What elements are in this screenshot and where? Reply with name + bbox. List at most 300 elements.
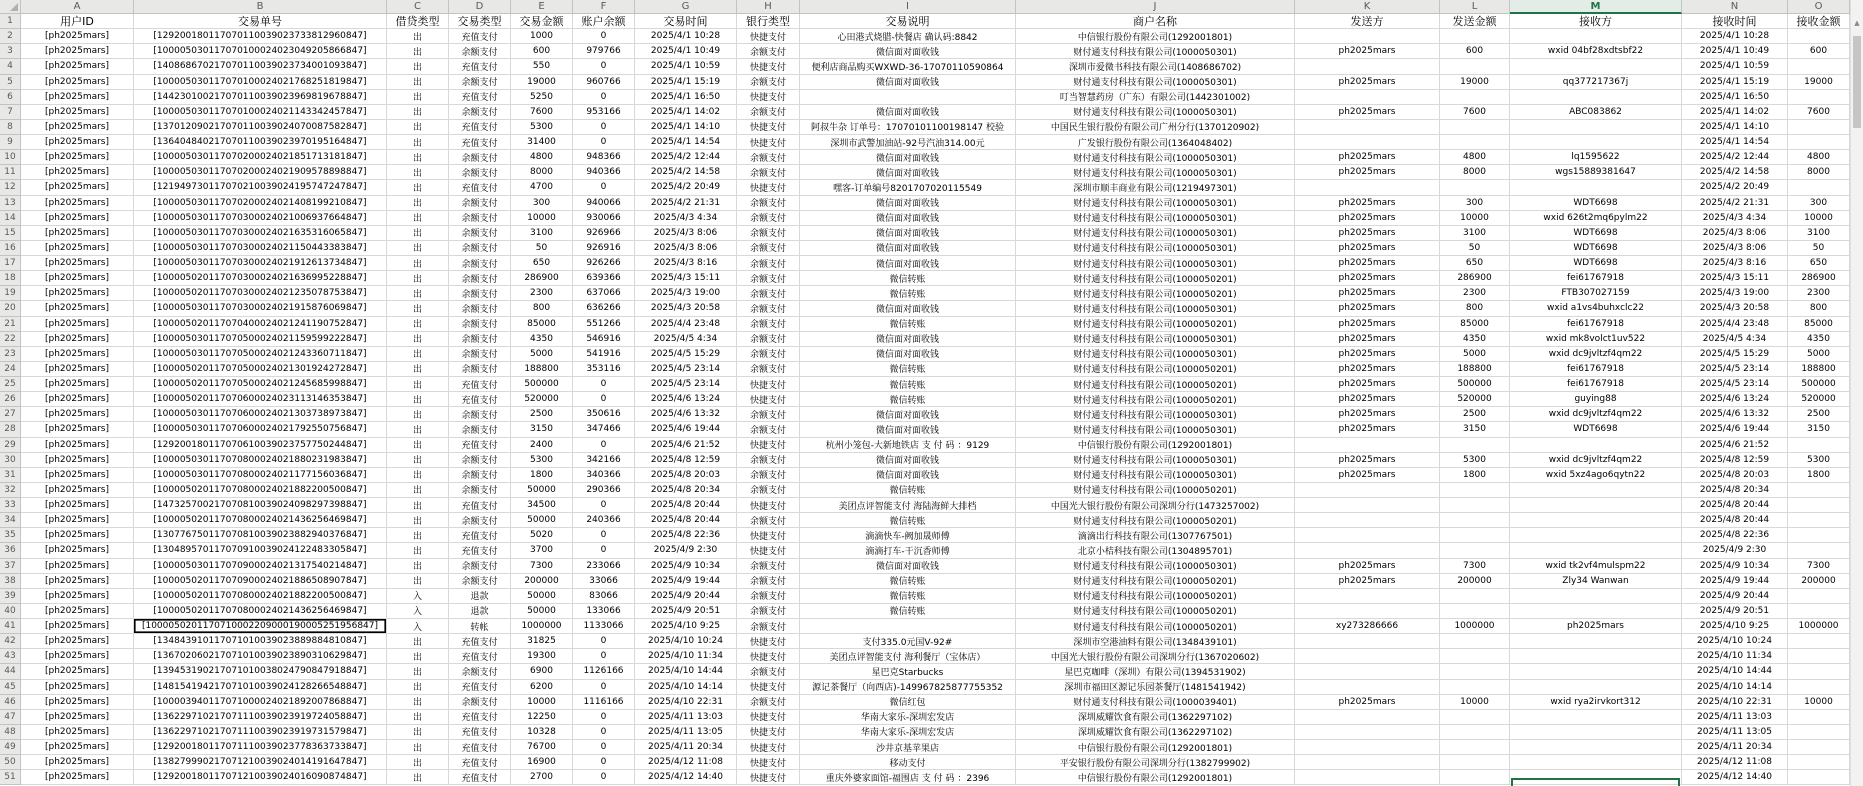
cell-H39[interactable]: 余额支付 — [737, 589, 800, 604]
cell-F17[interactable]: 926266 — [573, 256, 635, 271]
cell-B36[interactable]: [130489570117070910039024122483305847] — [134, 543, 387, 558]
cell-E27[interactable]: 2500 — [511, 407, 573, 422]
cell-H32[interactable]: 余额支付 — [737, 483, 800, 498]
row-header-51[interactable]: 51 — [0, 770, 21, 785]
cell-H16[interactable]: 余额支付 — [737, 241, 800, 256]
row-header-35[interactable]: 35 — [0, 528, 21, 543]
cell-K4[interactable] — [1295, 59, 1440, 74]
cell-M47[interactable] — [1510, 710, 1682, 725]
cell-G37[interactable]: 2025/4/9 10:34 — [635, 559, 737, 574]
cell-F35[interactable]: 0 — [573, 528, 635, 543]
cell-K10[interactable]: ph2025mars — [1295, 150, 1440, 165]
cell-K50[interactable] — [1295, 755, 1440, 770]
row-header-40[interactable]: 40 — [0, 604, 21, 619]
cell-E40[interactable]: 50000 — [511, 604, 573, 619]
cell-C46[interactable]: 出 — [387, 695, 449, 710]
cell-E11[interactable]: 8000 — [511, 165, 573, 180]
cell-A2[interactable]: [ph2025mars] — [21, 29, 134, 44]
cell-H18[interactable]: 余额支付 — [737, 271, 800, 286]
cell-J25[interactable]: 财付通支付科技有限公司(1000050201) — [1016, 377, 1295, 392]
cell-I33[interactable]: 美团点评智能支付 海陆海鲜大排档 — [800, 498, 1016, 513]
column-header-K[interactable]: K — [1295, 0, 1440, 14]
cell-N47[interactable]: 2025/4/11 13:03 — [1682, 710, 1788, 725]
cell-G8[interactable]: 2025/4/1 14:10 — [635, 120, 737, 135]
cell-K47[interactable] — [1295, 710, 1440, 725]
cell-I37[interactable]: 微信面对面收钱 — [800, 559, 1016, 574]
row-header-24[interactable]: 24 — [0, 362, 21, 377]
cell-F16[interactable]: 926916 — [573, 241, 635, 256]
cell-H25[interactable]: 快捷支付 — [737, 377, 800, 392]
cell-G38[interactable]: 2025/4/9 19:44 — [635, 574, 737, 589]
cell-C28[interactable]: 出 — [387, 422, 449, 437]
cell-L37[interactable]: 7300 — [1440, 559, 1510, 574]
cell-F1[interactable]: 账户余额 — [573, 14, 635, 29]
cell-G47[interactable]: 2025/4/11 13:03 — [635, 710, 737, 725]
cell-E44[interactable]: 6900 — [511, 664, 573, 679]
cell-O1[interactable]: 接收金额 — [1788, 14, 1850, 29]
cell-L21[interactable]: 85000 — [1440, 317, 1510, 332]
cell-D36[interactable]: 充值支付 — [449, 543, 511, 558]
cell-H15[interactable]: 余额支付 — [737, 226, 800, 241]
cell-F45[interactable]: 0 — [573, 680, 635, 695]
row-header-3[interactable]: 3 — [0, 44, 21, 59]
cell-N27[interactable]: 2025/4/6 13:32 — [1682, 407, 1788, 422]
row-header-34[interactable]: 34 — [0, 513, 21, 528]
cell-L16[interactable]: 50 — [1440, 241, 1510, 256]
cell-O45[interactable] — [1788, 680, 1850, 695]
column-header-C[interactable]: C — [387, 0, 449, 14]
cell-E2[interactable]: 1000 — [511, 29, 573, 44]
cell-B11[interactable]: [100005030117070200024021909578898847] — [134, 165, 387, 180]
cell-B25[interactable]: [100005020117070500024021245685998847] — [134, 377, 387, 392]
cell-H48[interactable]: 快捷支付 — [737, 725, 800, 740]
cell-D47[interactable]: 充值支付 — [449, 710, 511, 725]
cell-F14[interactable]: 930066 — [573, 211, 635, 226]
cell-A21[interactable]: [ph2025mars] — [21, 317, 134, 332]
cell-O3[interactable]: 600 — [1788, 44, 1850, 59]
cell-K29[interactable] — [1295, 438, 1440, 453]
cell-I32[interactable]: 微信转账 — [800, 483, 1016, 498]
cell-M20[interactable]: wxid a1vs4buhxclc22 — [1510, 301, 1682, 316]
cell-J44[interactable]: 星巴克咖啡（深圳）有限公司(1394531902) — [1016, 664, 1295, 679]
cell-O17[interactable]: 650 — [1788, 256, 1850, 271]
cell-F44[interactable]: 1126166 — [573, 664, 635, 679]
cell-F4[interactable]: 0 — [573, 59, 635, 74]
cell-F6[interactable]: 0 — [573, 90, 635, 105]
cell-E32[interactable]: 50000 — [511, 483, 573, 498]
cell-N28[interactable]: 2025/4/6 19:44 — [1682, 422, 1788, 437]
cell-F19[interactable]: 637066 — [573, 286, 635, 301]
cell-G43[interactable]: 2025/4/10 11:34 — [635, 649, 737, 664]
cell-I8[interactable]: 阿叔牛杂 订单号：17070101100198147 校验 — [800, 120, 1016, 135]
cell-M49[interactable] — [1510, 740, 1682, 755]
cell-E13[interactable]: 300 — [511, 196, 573, 211]
cell-B1[interactable]: 交易单号 — [134, 14, 387, 29]
cell-I29[interactable]: 杭州小笼包-大新地铁店 支 付 码 ：9129 — [800, 438, 1016, 453]
cell-D28[interactable]: 余额支付 — [449, 422, 511, 437]
cell-E18[interactable]: 286900 — [511, 271, 573, 286]
select-all-corner[interactable] — [0, 0, 21, 14]
cell-E26[interactable]: 520000 — [511, 392, 573, 407]
cell-A48[interactable]: [ph2025mars] — [21, 725, 134, 740]
cell-E9[interactable]: 31400 — [511, 135, 573, 150]
cell-D14[interactable]: 余额支付 — [449, 211, 511, 226]
cell-K35[interactable] — [1295, 528, 1440, 543]
cell-E24[interactable]: 188800 — [511, 362, 573, 377]
cell-D9[interactable]: 充值支付 — [449, 135, 511, 150]
cell-J5[interactable]: 财付通支付科技有限公司(1000050301) — [1016, 75, 1295, 90]
cell-M8[interactable] — [1510, 120, 1682, 135]
cell-D39[interactable]: 退款 — [449, 589, 511, 604]
cell-O4[interactable] — [1788, 59, 1850, 74]
row-header-19[interactable]: 19 — [0, 286, 21, 301]
cell-O10[interactable]: 4800 — [1788, 150, 1850, 165]
cell-F39[interactable]: 83066 — [573, 589, 635, 604]
cell-G19[interactable]: 2025/4/3 19:00 — [635, 286, 737, 301]
cell-H50[interactable]: 快捷支付 — [737, 755, 800, 770]
cell-A9[interactable]: [ph2025mars] — [21, 135, 134, 150]
cell-E30[interactable]: 5300 — [511, 453, 573, 468]
cell-K17[interactable]: ph2025mars — [1295, 256, 1440, 271]
row-header-50[interactable]: 50 — [0, 755, 21, 770]
cell-B42[interactable]: [134843910117071010039023889884810847] — [134, 634, 387, 649]
cell-F3[interactable]: 979766 — [573, 44, 635, 59]
cell-O15[interactable]: 3100 — [1788, 226, 1850, 241]
cell-I50[interactable]: 移动支付 — [800, 755, 1016, 770]
cell-I14[interactable]: 微信面对面收钱 — [800, 211, 1016, 226]
row-header-26[interactable]: 26 — [0, 392, 21, 407]
cell-C11[interactable]: 出 — [387, 165, 449, 180]
cell-N40[interactable]: 2025/4/9 20:51 — [1682, 604, 1788, 619]
cell-G23[interactable]: 2025/4/5 15:29 — [635, 347, 737, 362]
cell-O29[interactable] — [1788, 438, 1850, 453]
cell-D31[interactable]: 余额支付 — [449, 468, 511, 483]
cell-L12[interactable] — [1440, 180, 1510, 195]
cell-C33[interactable]: 出 — [387, 498, 449, 513]
row-header-11[interactable]: 11 — [0, 165, 21, 180]
column-header-I[interactable]: I — [800, 0, 1016, 14]
cell-B33[interactable]: [147325700217070810039024098297398847] — [134, 498, 387, 513]
cell-C22[interactable]: 出 — [387, 332, 449, 347]
cell-K44[interactable] — [1295, 664, 1440, 679]
cell-I34[interactable]: 微信转账 — [800, 513, 1016, 528]
cell-I20[interactable]: 微信面对面收钱 — [800, 301, 1016, 316]
cell-L13[interactable]: 300 — [1440, 196, 1510, 211]
cell-B45[interactable]: [148154194217071010039024128266548847] — [134, 680, 387, 695]
cell-K18[interactable]: ph2025mars — [1295, 271, 1440, 286]
cell-D45[interactable]: 充值支付 — [449, 680, 511, 695]
cell-N11[interactable]: 2025/4/2 14:58 — [1682, 165, 1788, 180]
row-header-14[interactable]: 14 — [0, 211, 21, 226]
cell-H22[interactable]: 余额支付 — [737, 332, 800, 347]
cell-D19[interactable]: 余额支付 — [449, 286, 511, 301]
cell-I44[interactable]: 星巴克Starbucks — [800, 664, 1016, 679]
cell-I4[interactable]: 便利店商品购买WXWD-36-17070110590864 — [800, 59, 1016, 74]
cell-G51[interactable]: 2025/4/12 14:40 — [635, 770, 737, 785]
cell-K28[interactable]: ph2025mars — [1295, 422, 1440, 437]
cell-L50[interactable] — [1440, 755, 1510, 770]
row-header-46[interactable]: 46 — [0, 695, 21, 710]
cell-I2[interactable]: 心田港式烧腊-快餐店 确认码:8842 — [800, 29, 1016, 44]
cell-L24[interactable]: 188800 — [1440, 362, 1510, 377]
cell-L5[interactable]: 19000 — [1440, 75, 1510, 90]
cell-H23[interactable]: 余额支付 — [737, 347, 800, 362]
cell-L41[interactable]: 1000000 — [1440, 619, 1510, 634]
cell-D26[interactable]: 充值支付 — [449, 392, 511, 407]
cell-F27[interactable]: 350616 — [573, 407, 635, 422]
cell-M31[interactable]: wxid 5xz4ago6qytn22 — [1510, 468, 1682, 483]
cell-O30[interactable]: 5300 — [1788, 453, 1850, 468]
cell-O13[interactable]: 300 — [1788, 196, 1850, 211]
cell-C41[interactable]: 入 — [387, 619, 449, 634]
cell-B13[interactable]: [100005030117070200024021408199210847] — [134, 196, 387, 211]
cell-C24[interactable]: 出 — [387, 362, 449, 377]
cell-G34[interactable]: 2025/4/8 20:44 — [635, 513, 737, 528]
cell-C31[interactable]: 出 — [387, 468, 449, 483]
cell-D22[interactable]: 余额支付 — [449, 332, 511, 347]
cell-J49[interactable]: 中信银行股份有限公司(1292001801) — [1016, 740, 1295, 755]
cell-G3[interactable]: 2025/4/1 10:49 — [635, 44, 737, 59]
cell-D29[interactable]: 充值支付 — [449, 438, 511, 453]
cell-N18[interactable]: 2025/4/3 15:11 — [1682, 271, 1788, 286]
cell-J36[interactable]: 北京小桔科技有限公司(1304895701) — [1016, 543, 1295, 558]
cell-M30[interactable]: wxid dc9jvltzf4qm22 — [1510, 453, 1682, 468]
cell-D50[interactable]: 充值支付 — [449, 755, 511, 770]
cell-O5[interactable]: 19000 — [1788, 75, 1850, 90]
cell-F49[interactable]: 0 — [573, 740, 635, 755]
cell-K36[interactable] — [1295, 543, 1440, 558]
cell-G13[interactable]: 2025/4/2 21:31 — [635, 196, 737, 211]
cell-E22[interactable]: 4350 — [511, 332, 573, 347]
cell-G33[interactable]: 2025/4/8 20:44 — [635, 498, 737, 513]
cell-M2[interactable] — [1510, 29, 1682, 44]
cell-L3[interactable]: 600 — [1440, 44, 1510, 59]
cell-L19[interactable]: 2300 — [1440, 286, 1510, 301]
row-header-39[interactable]: 39 — [0, 589, 21, 604]
cell-I42[interactable]: 支付335.0元国V-92# — [800, 634, 1016, 649]
cell-M5[interactable]: qq377217367j — [1510, 75, 1682, 90]
cell-M6[interactable] — [1510, 90, 1682, 105]
cell-B2[interactable]: [129200180117070110039023733812960847] — [134, 29, 387, 44]
cell-N44[interactable]: 2025/4/10 14:44 — [1682, 664, 1788, 679]
cell-I51[interactable]: 重庆外婆家面馆-福围店 支 付 码 ：2396 — [800, 770, 1016, 785]
cell-E46[interactable]: 10000 — [511, 695, 573, 710]
cell-C8[interactable]: 出 — [387, 120, 449, 135]
cell-C51[interactable]: 出 — [387, 770, 449, 785]
cell-I45[interactable]: 源记茶餐厅（向西店)-149967825877755352 — [800, 680, 1016, 695]
cell-N23[interactable]: 2025/4/5 15:29 — [1682, 347, 1788, 362]
cell-F46[interactable]: 1116166 — [573, 695, 635, 710]
cell-H41[interactable]: 余额支付 — [737, 619, 800, 634]
cell-O18[interactable]: 286900 — [1788, 271, 1850, 286]
cell-F29[interactable]: 0 — [573, 438, 635, 453]
cell-L17[interactable]: 650 — [1440, 256, 1510, 271]
cell-B5[interactable]: [100005030117070100024021768251819847] — [134, 75, 387, 90]
cell-G48[interactable]: 2025/4/11 13:05 — [635, 725, 737, 740]
cell-M40[interactable] — [1510, 604, 1682, 619]
cell-E31[interactable]: 1800 — [511, 468, 573, 483]
cell-L35[interactable] — [1440, 528, 1510, 543]
cell-O20[interactable]: 800 — [1788, 301, 1850, 316]
cell-N33[interactable]: 2025/4/8 20:44 — [1682, 498, 1788, 513]
cell-K24[interactable]: ph2025mars — [1295, 362, 1440, 377]
cell-F10[interactable]: 948366 — [573, 150, 635, 165]
cell-J51[interactable]: 中信银行股份有限公司(1292001801) — [1016, 770, 1295, 785]
cell-O42[interactable] — [1788, 634, 1850, 649]
cell-H38[interactable]: 余额支付 — [737, 574, 800, 589]
cell-B3[interactable]: [100005030117070100024023049205866847] — [134, 44, 387, 59]
cell-M16[interactable]: WDT6698 — [1510, 241, 1682, 256]
cell-E8[interactable]: 5300 — [511, 120, 573, 135]
cell-H42[interactable]: 快捷支付 — [737, 634, 800, 649]
cell-C17[interactable]: 出 — [387, 256, 449, 271]
cell-H10[interactable]: 余额支付 — [737, 150, 800, 165]
cell-L39[interactable] — [1440, 589, 1510, 604]
cell-N34[interactable]: 2025/4/8 20:44 — [1682, 513, 1788, 528]
cell-B7[interactable]: [100005030117070100024021143342457847] — [134, 105, 387, 120]
cell-D40[interactable]: 退款 — [449, 604, 511, 619]
cell-D24[interactable]: 余额支付 — [449, 362, 511, 377]
cell-O35[interactable] — [1788, 528, 1850, 543]
cell-E34[interactable]: 50000 — [511, 513, 573, 528]
cell-E25[interactable]: 500000 — [511, 377, 573, 392]
cell-A15[interactable]: [ph2025mars] — [21, 226, 134, 241]
cell-B17[interactable]: [100005030117070300024021912613734847] — [134, 256, 387, 271]
cell-N9[interactable]: 2025/4/1 14:54 — [1682, 135, 1788, 150]
cell-A31[interactable]: [ph2025mars] — [21, 468, 134, 483]
cell-M29[interactable] — [1510, 438, 1682, 453]
cell-A50[interactable]: [ph2025mars] — [21, 755, 134, 770]
cell-G24[interactable]: 2025/4/5 23:14 — [635, 362, 737, 377]
cell-K32[interactable] — [1295, 483, 1440, 498]
cell-O39[interactable] — [1788, 589, 1850, 604]
cell-J26[interactable]: 财付通支付科技有限公司(1000050201) — [1016, 392, 1295, 407]
cell-L34[interactable] — [1440, 513, 1510, 528]
cell-D16[interactable]: 余额支付 — [449, 241, 511, 256]
cell-O34[interactable] — [1788, 513, 1850, 528]
cell-M41[interactable]: ph2025mars — [1510, 619, 1682, 634]
cell-H47[interactable]: 快捷支付 — [737, 710, 800, 725]
cell-I36[interactable]: 滴滴打车-干沉香师傅 — [800, 543, 1016, 558]
row-header-8[interactable]: 8 — [0, 120, 21, 135]
cell-L32[interactable] — [1440, 483, 1510, 498]
cell-J45[interactable]: 深圳市福田区源记乐园茶餐厅(1481541942) — [1016, 680, 1295, 695]
cell-M4[interactable] — [1510, 59, 1682, 74]
cell-F7[interactable]: 953166 — [573, 105, 635, 120]
cell-C29[interactable]: 出 — [387, 438, 449, 453]
cell-J30[interactable]: 财付通支付科技有限公司(1000050301) — [1016, 453, 1295, 468]
cell-L4[interactable] — [1440, 59, 1510, 74]
cell-O40[interactable] — [1788, 604, 1850, 619]
cell-B14[interactable]: [100005030117070300024021006937664847] — [134, 211, 387, 226]
cell-K34[interactable] — [1295, 513, 1440, 528]
cell-A23[interactable]: [ph2025mars] — [21, 347, 134, 362]
cell-O44[interactable] — [1788, 664, 1850, 679]
cell-H49[interactable]: 快捷支付 — [737, 740, 800, 755]
vertical-scrollbar[interactable] — [1850, 0, 1863, 786]
cell-A34[interactable]: [ph2025mars] — [21, 513, 134, 528]
cell-D12[interactable]: 充值支付 — [449, 180, 511, 195]
cell-E45[interactable]: 6200 — [511, 680, 573, 695]
cell-B4[interactable]: [140868670217070110039023734001093847] — [134, 59, 387, 74]
cell-L36[interactable] — [1440, 543, 1510, 558]
cell-J35[interactable]: 滴滴出行科技有限公司(1307767501) — [1016, 528, 1295, 543]
cell-D10[interactable]: 余额支付 — [449, 150, 511, 165]
cell-M18[interactable]: fei61767918 — [1510, 271, 1682, 286]
cell-N30[interactable]: 2025/4/8 12:59 — [1682, 453, 1788, 468]
cell-H17[interactable]: 余额支付 — [737, 256, 800, 271]
cell-D21[interactable]: 余额支付 — [449, 317, 511, 332]
row-header-32[interactable]: 32 — [0, 483, 21, 498]
cell-O49[interactable] — [1788, 740, 1850, 755]
cell-L8[interactable] — [1440, 120, 1510, 135]
column-header-L[interactable]: L — [1440, 0, 1510, 14]
row-header-38[interactable]: 38 — [0, 574, 21, 589]
cell-E14[interactable]: 10000 — [511, 211, 573, 226]
cell-G50[interactable]: 2025/4/12 11:08 — [635, 755, 737, 770]
cell-I48[interactable]: 华南大家乐-深圳宏发店 — [800, 725, 1016, 740]
cell-M48[interactable] — [1510, 725, 1682, 740]
cell-N1[interactable]: 接收时间 — [1682, 14, 1788, 29]
cell-O33[interactable] — [1788, 498, 1850, 513]
row-header-43[interactable]: 43 — [0, 649, 21, 664]
cell-J38[interactable]: 财付通支付科技有限公司(1000050201) — [1016, 574, 1295, 589]
cell-G16[interactable]: 2025/4/3 8:06 — [635, 241, 737, 256]
cell-I25[interactable]: 微信转账 — [800, 377, 1016, 392]
cell-I11[interactable]: 微信面对面收钱 — [800, 165, 1016, 180]
cell-D25[interactable]: 充值支付 — [449, 377, 511, 392]
cell-J21[interactable]: 财付通支付科技有限公司(1000050201) — [1016, 317, 1295, 332]
scrollbar-up-icon[interactable]: ▲ — [1854, 19, 1860, 27]
cell-N29[interactable]: 2025/4/6 21:52 — [1682, 438, 1788, 453]
cell-M25[interactable]: fei61767918 — [1510, 377, 1682, 392]
column-header-H[interactable]: H — [737, 0, 800, 14]
cell-I38[interactable]: 微信转账 — [800, 574, 1016, 589]
cell-B9[interactable]: [136404840217070110039023970195164847] — [134, 135, 387, 150]
cell-N7[interactable]: 2025/4/1 14:02 — [1682, 105, 1788, 120]
cell-I15[interactable]: 微信面对面收钱 — [800, 226, 1016, 241]
cell-H40[interactable]: 余额支付 — [737, 604, 800, 619]
cell-A28[interactable]: [ph2025mars] — [21, 422, 134, 437]
cell-D5[interactable]: 余额支付 — [449, 75, 511, 90]
cell-K38[interactable]: ph2025mars — [1295, 574, 1440, 589]
cell-F23[interactable]: 541916 — [573, 347, 635, 362]
cell-E43[interactable]: 19300 — [511, 649, 573, 664]
column-header-A[interactable]: A — [21, 0, 134, 14]
cell-J9[interactable]: 广发银行股份有限公司(1364048402) — [1016, 135, 1295, 150]
cell-F2[interactable]: 0 — [573, 29, 635, 44]
cell-D8[interactable]: 充值支付 — [449, 120, 511, 135]
cell-M32[interactable] — [1510, 483, 1682, 498]
cell-D43[interactable]: 充值支付 — [449, 649, 511, 664]
cell-B31[interactable]: [100005030117070800024021177156036847] — [134, 468, 387, 483]
cell-G22[interactable]: 2025/4/5 4:34 — [635, 332, 737, 347]
cell-D4[interactable]: 充值支付 — [449, 59, 511, 74]
cell-B40[interactable]: [100005020117070800024021436256469847] — [134, 604, 387, 619]
cell-A27[interactable]: [ph2025mars] — [21, 407, 134, 422]
cell-H4[interactable]: 快捷支付 — [737, 59, 800, 74]
cell-N35[interactable]: 2025/4/8 22:36 — [1682, 528, 1788, 543]
cell-D33[interactable]: 充值支付 — [449, 498, 511, 513]
cell-N37[interactable]: 2025/4/9 10:34 — [1682, 559, 1788, 574]
cell-F21[interactable]: 551266 — [573, 317, 635, 332]
cell-G21[interactable]: 2025/4/4 23:48 — [635, 317, 737, 332]
row-header-42[interactable]: 42 — [0, 634, 21, 649]
row-header-44[interactable]: 44 — [0, 664, 21, 679]
cell-O7[interactable]: 7600 — [1788, 105, 1850, 120]
cell-D6[interactable]: 充值支付 — [449, 90, 511, 105]
row-header-4[interactable]: 4 — [0, 59, 21, 74]
